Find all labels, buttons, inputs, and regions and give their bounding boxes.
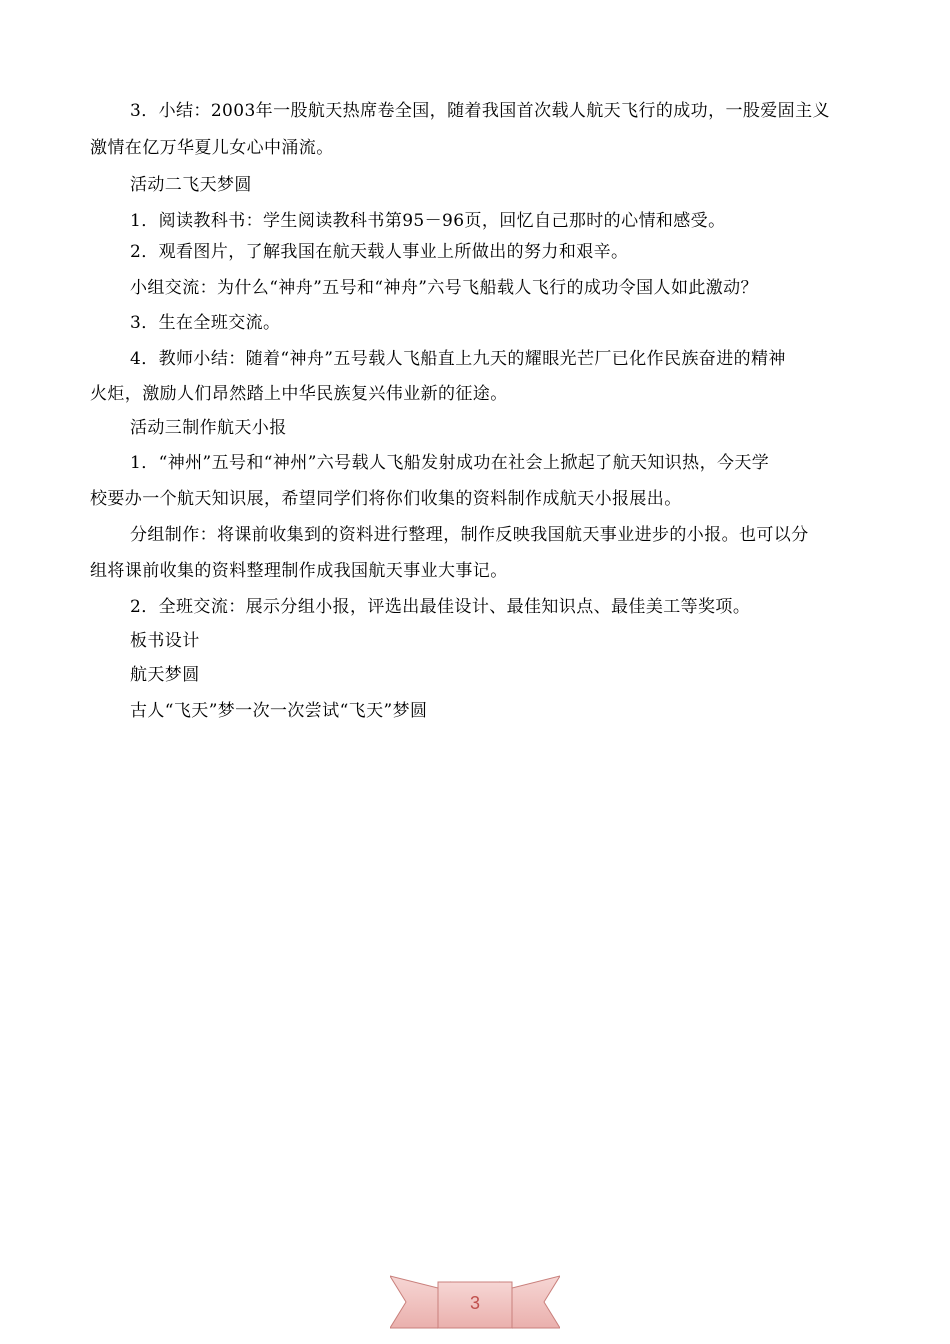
paragraph-line: 3．小结：2003年一股航天热席卷全国，随着我国首次载人航天飞行的成功，一股爱固主义 — [130, 101, 830, 121]
paragraph-line: 组将课前收集的资料整理制作成我国航天事业大事记。 — [90, 561, 508, 581]
paragraph-line: 火炬，激励人们昂然踏上中华民族复兴伟业新的征途。 — [90, 384, 508, 404]
paragraph-line: 分组制作：将课前收集到的资料进行整理，制作反映我国航天事业进步的小报。也可以分 — [130, 525, 809, 545]
section-heading: 板书设计 — [130, 631, 200, 651]
page-number: 3 — [469, 1293, 480, 1313]
paragraph-line: 航天梦圆 — [130, 665, 200, 685]
paragraph-line: 1．阅读教科书：学生阅读教科书第95－96页，回忆自己那时的心情和感受。 — [130, 211, 726, 231]
section-heading: 活动二飞天梦圆 — [130, 175, 252, 195]
paragraph-line: 2．观看图片，了解我国在航天载人事业上所做出的努力和艰辛。 — [130, 242, 629, 262]
paragraph-line: 3．生在全班交流。 — [130, 313, 281, 333]
paragraph-line: 古人“飞天”梦一次一次尝试“飞天”梦圆 — [130, 701, 428, 721]
section-heading: 活动三制作航天小报 — [130, 418, 287, 438]
paragraph-line: 激情在亿万华夏儿女心中涌流。 — [90, 138, 334, 158]
page-number-ribbon — [390, 1268, 560, 1344]
paragraph-line: 4．教师小结：随着“神舟”五号载人飞船直上九天的耀眼光芒厂已化作民族奋进的精神 — [130, 349, 786, 369]
paragraph-line: 小组交流：为什么“神舟”五号和“神舟”六号飞船载人飞行的成功令国人如此激动？ — [130, 278, 758, 298]
paragraph-line: 2．全班交流：展示分组小报，评选出最佳设计、最佳知识点、最佳美工等奖项。 — [130, 597, 751, 617]
paragraph-line: 1．“神州”五号和“神州”六号载人飞船发射成功在社会上掀起了航天知识热，今天学 — [130, 453, 770, 473]
paragraph-line: 校要办一个航天知识展，希望同学们将你们收集的资料制作成航天小报展出。 — [90, 489, 682, 509]
